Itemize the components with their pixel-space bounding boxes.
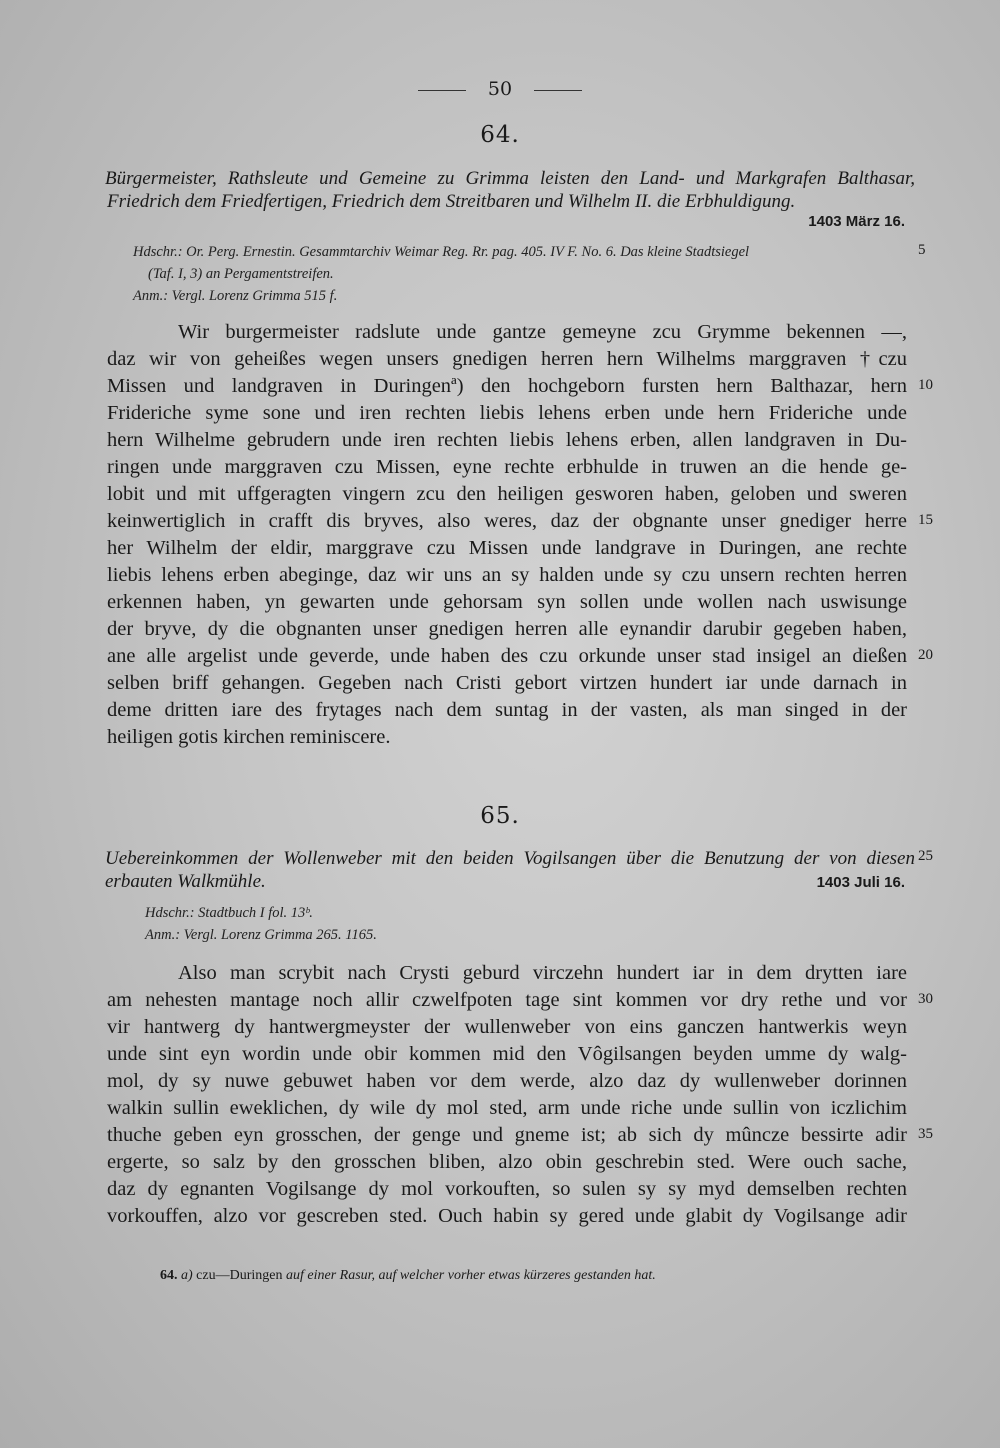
doc65-body-line: thuche geben eyn grosschen, der genge und gneme ist; ab sich dy mûncze bessirte adir bbox=[107, 1124, 907, 1146]
doc64-body-line: selben briff gehangen. Gegeben nach Cristi gebort virtzen hundert iar unde darnach in bbox=[107, 672, 907, 694]
doc64-body-line: daz wir von geheißes wegen unsers gnedigen herren hern Wilhelms marggraven †czu bbox=[107, 348, 907, 370]
margin-line-number: 30 bbox=[918, 991, 933, 1007]
doc64-body-line: liebis lehens erben abeginge, daz wir uns an sy halden unde sy czu unsern rechten herren bbox=[107, 564, 907, 586]
doc65-body-line: vir hantwerg dy hantwergmeyster der wullenweber von eins ganczen hantwerkis weyn bbox=[107, 1016, 907, 1038]
page-number: 50 bbox=[487, 78, 513, 100]
doc65-number: 65. bbox=[480, 803, 520, 829]
doc64-body-line: Missen und landgraven in Duringenª) den hochgeborn fursten hern Balthazar, hern bbox=[107, 375, 907, 397]
margin-line-number: 25 bbox=[918, 848, 933, 864]
doc64-body-line: lobit und mit uffgeragten vingern zcu den heiligen gesworen haben, geloben und sweren bbox=[107, 483, 907, 505]
doc65-title-line: erbauten Walkmühle. bbox=[105, 871, 266, 892]
doc65-body-line: ergerte, so salz by den grosschen bliben, alzo obin geschrebin sted. Were ouch sache, bbox=[107, 1151, 907, 1173]
footnote-label: 64. bbox=[160, 1268, 178, 1283]
doc64-body-line: erkennen haben, yn gewarten unde gehorsam syn sollen unde wollen nach uswisunge bbox=[107, 591, 907, 613]
doc64-body-line: ane alle argelist unde geverde, unde haben des czu orkunde unser stad insigel an dießen bbox=[107, 645, 907, 667]
doc65-body-line: walkin sullin eweklichen, dy wile dy mol sted, arm unde riche unde sullin von iczlichim bbox=[107, 1097, 907, 1119]
doc64-title-line: Bürgermeister, Rathsleute und Gemeine zu Grimma leisten den Land- und Markgrafen Balthasar, bbox=[105, 168, 915, 189]
doc64-remark-note: Anm.: Vergl. Lorenz Grimma 515 f. bbox=[133, 288, 338, 304]
doc65-title-line: Uebereinkommen der Wollenweber mit den beiden Vogilsangen über die Benutzung der von diesen bbox=[105, 848, 915, 869]
doc64-body-line: heiligen gotis kirchen reminiscere. bbox=[107, 726, 391, 748]
doc64-body-line: her Wilhelm der eldir, marggrave czu Missen unde landgrave in Duringen, ane rechte bbox=[107, 537, 907, 559]
doc64-date: 1403 März 16. bbox=[808, 213, 905, 230]
doc65-body-line: daz dy egnanten Vogilsange dy mol vorkouften, so sulen sy sy myd demselben rechten bbox=[107, 1178, 907, 1200]
doc64-source-note: Hdschr.: Or. Perg. Ernestin. Gesammtarchiv Weimar Reg. Rr. pag. 405. IV F. No. 6. Das kleine Stadtsiegel bbox=[133, 244, 750, 260]
doc64-body-line: Frideriche syme sone und iren rechten liebis lehens erben unde hern Frideriche unde bbox=[107, 402, 907, 424]
doc64-body-line: ringen unde marggraven czu Missen, eyne rechte erbhulde in truwen an die hende ge- bbox=[107, 456, 907, 478]
footnote-lemma: czu—Duringen bbox=[196, 1268, 283, 1283]
doc65-body-line: vorkouffen, alzo vor gescreben sted. Ouch habin sy gered unde glabit dy Vogilsange adir bbox=[107, 1205, 907, 1227]
doc64-title bbox=[105, 167, 915, 213]
doc65-body-line: unde sint eyn wordin unde obir kommen mid den Vôgilsangen beyden umme dy walg- bbox=[107, 1043, 907, 1065]
doc64-title-line: Friedrich dem Friedfertigen, Friedrich dem Streitbaren und Wilhelm II. die Erbhuldigung. bbox=[107, 191, 796, 212]
doc65-body-line: Also man scrybit nach Crysti geburd virczehn hundert iar in dem drytten iare bbox=[178, 962, 907, 984]
doc65-remark-note: Anm.: Vergl. Lorenz Grimma 265. 1165. bbox=[145, 927, 377, 943]
margin-line-number: 15 bbox=[918, 512, 933, 528]
footnote-marker: a) bbox=[181, 1268, 193, 1283]
margin-line-number: 20 bbox=[918, 647, 933, 663]
doc64-body-line: keinwertiglich in crafft dis bryves, also weres, daz der obgnante unser gnediger herre bbox=[107, 510, 907, 532]
header-rule-left bbox=[418, 90, 466, 91]
margin-line-number: 10 bbox=[918, 377, 933, 393]
doc64-source-note: (Taf. I, 3) an Pergamentstreifen. bbox=[148, 266, 334, 282]
doc64-body-line: der bryve, dy die obgnanten unser gnedigen herren alle eynandir darubir gegeben haben, bbox=[107, 618, 907, 640]
margin-line-number: 35 bbox=[918, 1126, 933, 1142]
doc64-body-line: deme dritten iare des frytages nach dem suntag in der vasten, als man singed in der bbox=[107, 699, 907, 721]
doc65-source-note: Hdschr.: Stadtbuch I fol. 13ᵇ. bbox=[145, 905, 313, 921]
page-header bbox=[0, 78, 1000, 100]
doc65-body-line: mol, dy sy nuwe gebuwet haben vor dem werde, alzo daz dy wullenweber dorinnen bbox=[107, 1070, 907, 1092]
margin-line-number: 5 bbox=[918, 242, 926, 258]
doc65-title bbox=[105, 847, 915, 893]
doc65-body-line: am nehesten mantage noch allir czwelfpoten tage sint kommen vor dry rethe und vor bbox=[107, 989, 907, 1011]
doc64-body-line: hern Wilhelme gebrudern unde iren rechten liebis lehens erben, allen landgraven in Du- bbox=[107, 429, 907, 451]
footnote-text: auf einer Rasur, auf welcher vorher etwas kürzeres gestanden hat. bbox=[285, 1268, 656, 1283]
doc65-date: 1403 Juli 16. bbox=[816, 874, 905, 891]
doc64-body-line: Wir burgermeister radslute unde gantze gemeyne zcu Grymme bekennen —, bbox=[178, 321, 907, 343]
header-rule-right bbox=[534, 90, 582, 91]
footnote bbox=[160, 1268, 656, 1284]
doc64-number: 64. bbox=[480, 122, 520, 148]
